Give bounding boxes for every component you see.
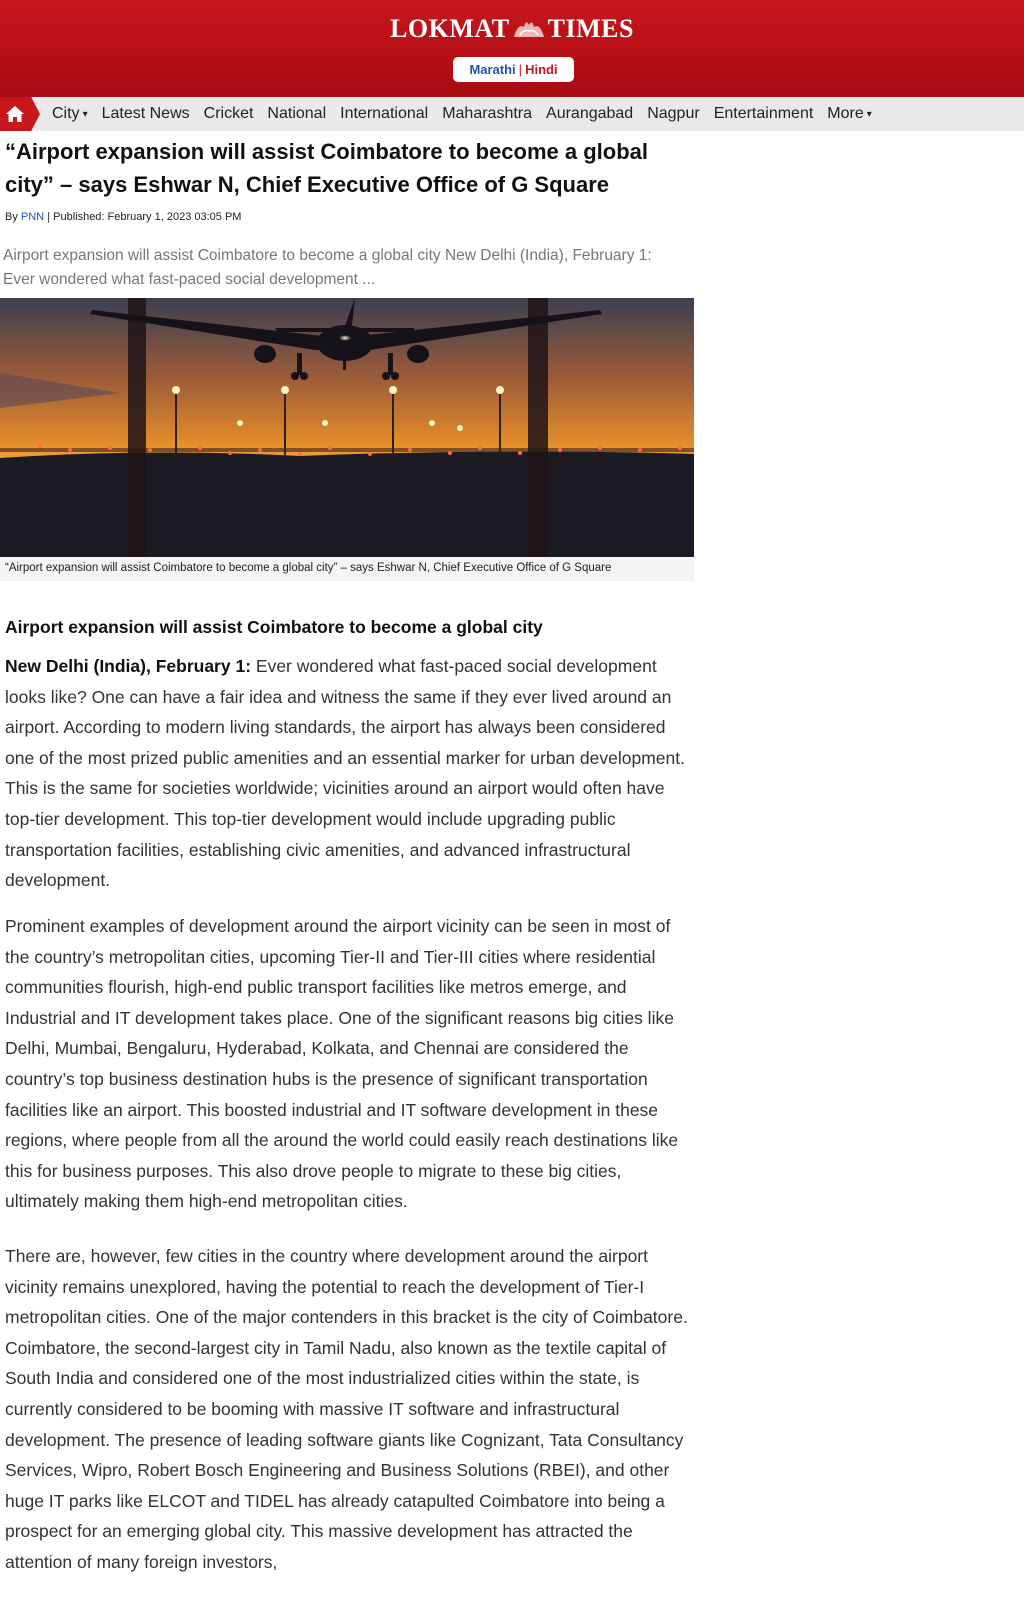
lion-emblem-icon [512, 17, 546, 39]
paragraph-text: Ever wondered what fast-paced social development looks like? One can have a fair idea and witness the same if they ever lived around an airport. According to modern living standards, the airport has always been considered one of the most prized public amenities and an essential marker for urban development. This is the same for societies worldwide; vicinities around an airport would often have top-tier development. This top-tier development would include upgrading public transportation facilities, establishing civic amenities, and advanced infrastructural development. [5, 656, 685, 891]
nav-item-more[interactable] [827, 105, 871, 123]
main-nav [0, 97, 1024, 131]
article-paragraph-3: There are, however, few cities in the country where development around the airport vicinity remains unexplored, having the potential to reach the development of Tier-I metropolitan cities. One of the major contenders in this bracket is the city of Coimbatore. Coimbatore, the second-largest city in Tamil Nadu, also known as the textile capital of South India and considered one of the most industrialized cities within the state, is currently considered to be booming with massive IT software and infrastructural development. The presence of leading software giants like Cognizant, Tata Consultancy Services, Wipro, Robert Bosch Engineering and Business Solutions (RBEI), and other huge IT parks like ELCOT and TIDEL has already catapulted Coimbatore into being a prospect for an emerging global city. This massive development has attracted the attention of many foreign investors, [5, 1246, 688, 1572]
byline-prefix: By [5, 211, 18, 223]
nav-item-international[interactable]: International [340, 105, 429, 122]
lang-marathi-link[interactable]: Marathi [469, 62, 516, 77]
lang-hindi-link[interactable]: Hindi [525, 62, 558, 77]
published-date: | Published: February 1, 2023 03:05 PM [47, 211, 242, 223]
nav-item-aurangabad[interactable]: Aurangabad [546, 105, 634, 122]
nav-item-entertainment[interactable]: Entertainment [713, 105, 814, 122]
nav-item-cricket[interactable]: Cricket [203, 105, 254, 122]
nav-item-nagpur[interactable]: Nagpur [647, 105, 700, 122]
image-caption: “Airport expansion will assist Coimbatore to become a global city” – says Eshwar N, Chief Executive Office of G Square [5, 562, 612, 574]
author-link[interactable]: PNN [20, 211, 45, 223]
dateline: New Delhi (India), February 1: [5, 656, 252, 676]
site-logo[interactable] [0, 14, 1024, 44]
byline [5, 211, 241, 223]
home-button[interactable] [0, 97, 40, 131]
home-icon [5, 105, 25, 123]
chevron-down-icon: ▾ [866, 109, 872, 120]
article-headline: “Airport expansion will assist Coimbatore to become a global city” – says Eshwar N, Chief Executive Office of G Square [5, 139, 649, 197]
article-paragraph-1 [5, 651, 690, 896]
hero-image [0, 298, 694, 557]
nav-label: More [827, 105, 864, 122]
nav-item-city[interactable] [52, 105, 88, 123]
image-caption-bar [0, 557, 694, 581]
logo-text-left: LOKMAT [390, 14, 510, 43]
nav-item-national[interactable]: National [267, 105, 327, 122]
article-subhead: Airport expansion will assist Coimbatore to become a global city [5, 617, 543, 637]
nav-item-maharashtra[interactable]: Maharashtra [442, 105, 533, 122]
site-header [0, 0, 1024, 97]
airplane-landing-image [0, 298, 694, 557]
logo-text-right: TIMES [547, 14, 634, 43]
article-paragraph-2: Prominent examples of development around the airport vicinity can be seen in most of the country’s metropolitan cities, upcoming Tier-II and Tier-III cities where residential communities flourish, high-end public transport facilities like metros emerge, and Industrial and IT development takes place. One of the significant reasons big cities like Delhi, Mumbai, Bengaluru, Hyderabad, Kolkata, and Chennai are considered the country’s top business destination hubs is the presence of significant transportation facilities like an airport. This boosted industrial and IT software development in these regions, where people from all the around the world could easily reach destinations like this for business purposes. This also drove people to migrate to these big cities, ultimately making them high-end metropolitan cities. [5, 916, 679, 1212]
nav-item-latest-news[interactable]: Latest News [101, 105, 190, 122]
chevron-down-icon: ▾ [82, 109, 88, 120]
lang-separator: | [518, 62, 523, 77]
article-excerpt: Airport expansion will assist Coimbatore to become a global city New Delhi (India), February 1: Ever wondered what fast-paced social development ... [3, 247, 652, 288]
language-switcher [453, 57, 574, 82]
nav-label: City [52, 105, 80, 122]
